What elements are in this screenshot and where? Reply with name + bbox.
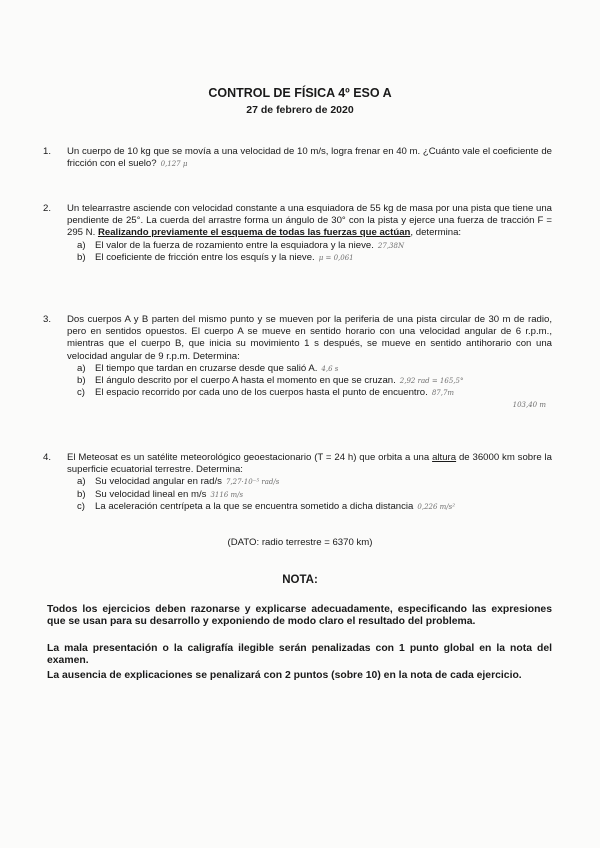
question-2 — [43, 203, 552, 264]
handwritten-answer: 7,27·10⁻⁵ rad/s — [225, 478, 280, 487]
question-number: 2. — [43, 203, 52, 214]
nota-paragraph-3: La ausencia de explicaciones se penalizará con 2 puntos (sobre 10) en la nota de cada ejercicio. — [47, 670, 522, 681]
subitem-b: b) Su velocidad lineal en m/s 3116 m/s — [77, 488, 244, 500]
nota-paragraph-2: La mala presentación o la caligrafía ilegible serán penalizadas con 1 punto global en la nota del examen. — [47, 643, 552, 666]
question-text: El Meteosat es un satélite meteorológico geoestacionario (T = 24 h) que orbita a una — [67, 452, 433, 463]
question-text: Un cuerpo de 10 kg que se movía a una velocidad de 10 m/s, logra frenar en 40 m. ¿Cuánto vale el coeficiente de fricción con el suelo? — [67, 146, 552, 170]
question-text-end: , determina: — [410, 227, 462, 239]
question-number: 1. — [43, 146, 52, 157]
question-text-end: de 36000 km sobre la superficie ecuatorial terrestre. Determina: — [67, 452, 552, 476]
exam-date: 27 de febrero de 2020 — [246, 104, 354, 116]
nota-paragraph-1: Todos los ejercicios deben razonarse y explicarse adecuadamente, especificando las expresiones que se usan para su desarrollo y exponiendo de modo claro el resultado del problema. — [47, 604, 552, 627]
handwritten-answer: μ = 0,061 — [318, 253, 354, 262]
handwritten-answer: 4,6 s — [321, 364, 339, 373]
handwritten-answer: 87,7m — [431, 389, 455, 398]
question-emphasis: Realizando previamente el esquema de todas las fuerzas que actúan — [97, 227, 411, 239]
question-3 — [43, 314, 552, 412]
handwritten-answer: 103,40 m — [512, 401, 546, 410]
handwritten-answer: 2,92 rad = 165,5° — [399, 377, 464, 386]
subitem-a: a) El valor de la fuerza de rozamiento entre la esquiadora y la nieve. 27,38N — [77, 239, 405, 251]
question-text: Un telearrastre asciende con velocidad constante a una esquiadora de 55 kg de masa por una pista que tiene una pendiente de 25°. La cuerda del arrastre forma un ángulo de 30° con la pista y ejerce una fuerza de tracción F = 295 N. — [67, 203, 552, 239]
nota-heading: NOTA: — [282, 574, 318, 586]
handwritten-answer: 0,127 μ — [160, 160, 188, 169]
data-note: (DATO: radio terrestre = 6370 km) — [227, 537, 373, 548]
subitem-b: b) El coeficiente de fricción entre los esquís y la nieve. μ = 0,061 — [77, 251, 354, 263]
handwritten-answer: 3116 m/s — [210, 490, 244, 499]
handwritten-answer: 27,38N — [377, 241, 405, 250]
subitem-a: a) El tiempo que tardan en cruzarse desde que salió A. 4,6 s — [77, 362, 339, 374]
subitem-b: b) El ángulo descrito por el cuerpo A hasta el momento en que se cruzan. 2,92 rad = 165,5° — [77, 375, 464, 387]
handwritten-answer: 0,226 m/s² — [417, 502, 456, 511]
subitem-a: a) Su velocidad angular en rad/s 7,27·10⁻⁵ rad/s — [77, 476, 280, 488]
subitem-c: c) La aceleración centrípeta a la que se encuentra sometido a dicha distancia 0,226 m/s² — [77, 500, 456, 512]
question-number: 4. — [43, 452, 52, 463]
question-emphasis: altura — [432, 452, 457, 463]
question-number: 3. — [43, 314, 52, 325]
handwritten-extra-line — [67, 399, 552, 411]
subitem-c: c) El espacio recorrido por cada uno de los cuerpos hasta el punto de encuentro. 87,7m — [77, 387, 455, 399]
question-4 — [43, 452, 552, 513]
question-text: Dos cuerpos A y B parten del mismo punto y se mueven por la periferia de una pista circular de 30 m de radio, pero en sentidos opuestos. El cuerpo A se mueve en sentido horario con una velocidad angular de 6 r.p.m., mientras que el cuerpo B, que inicia su movimiento 1 s después, se mueve en sentido antihorario con una velocidad angular de 9 r.p.m. Determina: — [67, 314, 552, 362]
exam-title: CONTROL DE FÍSICA 4º ESO A — [208, 86, 392, 100]
question-1 — [43, 146, 552, 170]
